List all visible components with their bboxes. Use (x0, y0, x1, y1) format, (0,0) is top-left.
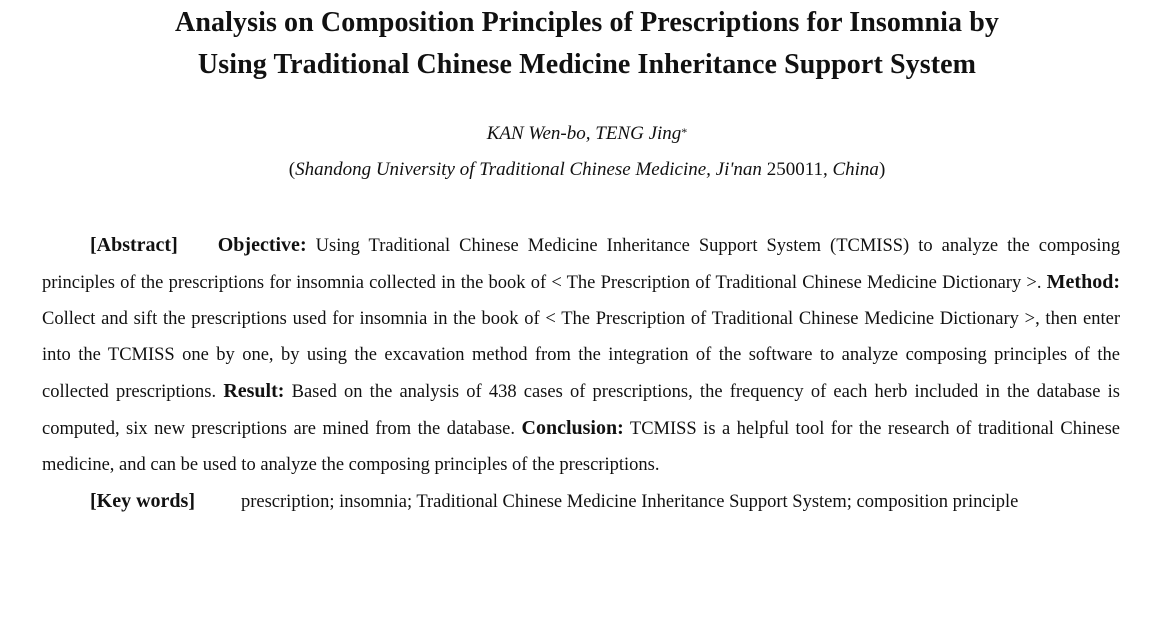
objective-label: Objective: (217, 234, 307, 256)
corresponding-author-mark: * (681, 125, 688, 139)
method-label: Method: (1046, 271, 1120, 293)
affiliation-country: China (832, 159, 879, 180)
conclusion-text: TCMISS is a helpful tool for the research of traditional Chinese medicine, and can be used to analyze the composing principles of the prescriptions. (42, 419, 1120, 475)
method-text: Collect and sift the prescriptions used for insomnia in the book of < The Prescription of Traditional Chinese Medicine Dictionary >, then enter into the TCMISS one by one, by using the excavation method from the integration of the software to analyze composing principles of the collected prescriptions. (42, 309, 1120, 402)
title-line-1: Analysis on Composition Principles of Prescriptions for Insomnia by (175, 7, 999, 38)
affiliation-line (0, 158, 1174, 182)
author-line (0, 122, 1174, 146)
result-label: Result: (223, 380, 285, 402)
abstract-section (42, 227, 1120, 520)
affiliation-postcode: 250011, (761, 159, 833, 180)
abstract-label: [Abstract] (90, 234, 178, 256)
conclusion-label: Conclusion: (521, 417, 624, 439)
keywords-paragraph (42, 483, 1120, 520)
affiliation-open-paren: ( (288, 159, 296, 180)
abstract-paragraph (42, 227, 1120, 483)
paper-title (40, 2, 1134, 86)
keywords-text: prescription; insomnia; Traditional Chinese Medicine Inheritance Support System; composition principle (240, 492, 1019, 512)
title-line-2: Using Traditional Chinese Medicine Inheritance Support System (197, 49, 977, 80)
result-text: Based on the analysis of 438 cases of prescriptions, the frequency of each herb included in the database is computed, six new prescriptions are mined from the database. (42, 382, 1120, 439)
author-names: KAN Wen-bo, TENG Jing (486, 123, 682, 144)
affiliation-close-paren: ) (878, 159, 886, 180)
keywords-label: [Key words] (90, 490, 195, 512)
objective-text: Using Traditional Chinese Medicine Inheritance Support System (TCMISS) to analyze the composing principles of the prescriptions for insomnia collected in the book of < The Prescription of Traditional Chinese Medicine Dictionary >. (42, 236, 1120, 293)
affiliation-name: Shandong University of Traditional Chinese Medicine, Ji'nan (295, 159, 762, 180)
